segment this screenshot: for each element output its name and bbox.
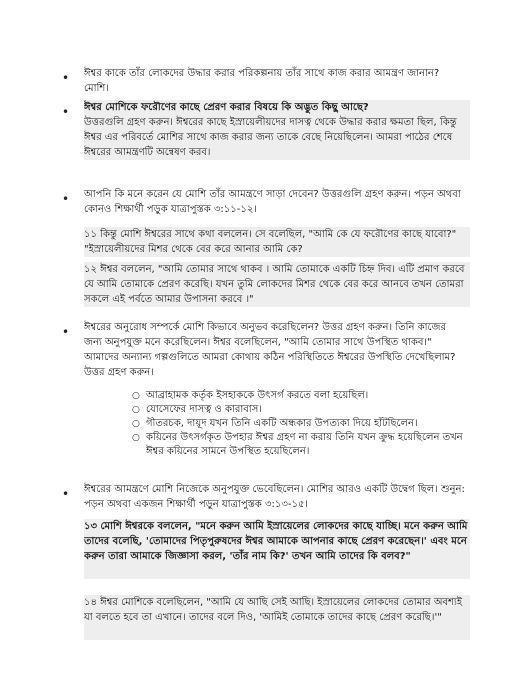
question-paragraph: ঈশ্বরের আমন্ত্রণে মোশি নিজেকে অনুপযুক্ত ভেবেছিলেন। মোশির আরও একটি উদ্বেগ ছিল। শুনুন: পড়ন অথবা একজন শিক্ষার্থী পড়ুন যাত্রাপুস্তক ৩:১৩-১৫। (84, 484, 465, 510)
sub-list-item: গীতরচক, দায়ূদ যখন তিনি একটি অন্ধকার উপত্যকা দিয়ে হাঁটছিলেন। (146, 418, 418, 429)
sub-bullet-circle: ○ (132, 433, 140, 443)
bullet-dot: • (62, 192, 70, 206)
sub-list-item: যোসেফের দাসত্ব ও কারাবাস। (146, 404, 262, 415)
question-paragraph: আপনি কি মনে করেন যে মোশি তাঁর আমন্ত্রণে সাড়া দেবেন? উত্তরগুলি গ্রহণ করুন। পড়ন অথবা কোনও শিক্ষার্থী পড়ুক যাত্রাপুস্তক ৩:১১-১২। (84, 189, 461, 215)
highlighted-note (84, 100, 470, 160)
sub-bullet-circle: ○ (132, 391, 140, 401)
scripture-verse: ১১ কিন্তু মোশি ঈশ্বরের সাথে কথা বললেন। সে বলেছিল, "আমি কে যে ফরৌণের কাছে যাবো?" "ইস্রায়েলীয়দের মিশর থেকে বের করে আনার আমি কে? (84, 227, 470, 257)
question-paragraph: ঈশ্বর কাকে তাঁর লোকদের উদ্ধার করার পরিকল্পনায় তাঁর সাথে কাজ করার আমন্ত্রণ জানান? মোশি। (84, 68, 440, 94)
bullet-dot: • (62, 105, 70, 119)
scripture-verse: ১৪ ঈশ্বর মোশিকে বলেছিলেন, "আমি যে আছি সেই আছি। ইস্রায়েলের লোকদের তোমার অবশ্যই যা বলতে হবে তা এখানে। তাদের বলে দিও, 'আমিই তোমাকে তাদের কাছে প্রেরণ করেছি।'" (84, 595, 470, 640)
note-heading: ঈশ্বর মোশিকে ফরৌণের কাছে প্রেরণ করার বিষয়ে কি অদ্ভুত কিছু আছে? (84, 102, 369, 113)
sub-bullet-circle: ○ (132, 419, 140, 429)
sub-bullet-circle: ○ (132, 405, 140, 415)
note-text: উত্তরগুলি গ্রহণ করুন। ঈশ্বরের কাছে ইস্রায়েলীয়দের দাসত্ব থেকে উদ্ধার করার ক্ষমতা ছিল, কিন্তু ঈশ্বর এর পরিবর্তে মোশির সাথে কাজ করার জন্য তাকে বেছে নিয়েছিলেন। আমরা পাঠের শেষে ঈশ্বরের আমন্ত্রণটি অন্বেষণ করব। (84, 117, 457, 158)
bullet-dot: • (62, 487, 70, 501)
sub-list-item: কয়িনের উৎসর্গকৃত উপহার ঈশ্বর গ্রহণ না করায় তিনি যখন ক্রুদ্ধ হয়েছিলেন তখন ঈশ্বর কয়িনের সামনে উপস্থিত হয়েছিলেন। (146, 432, 463, 457)
scripture-verse: ১৩ মোশি ঈশ্বরকে বললেন, "মনে করুন আমি ইস্রায়েলের লোকদের কাছে যাচ্ছি। মনে করুন আমি তাদের বলেছি, 'তোমাদের পিতৃপুরুষদের ঈশ্বর আমাকে আপনার কাছে প্রেরণ করেছেন।' এবং মনে করুন তারা আমাকে জিজ্ঞাসা করল, 'তাঁর নাম কি?' তখন আমি তাদের কি বলব?" (84, 519, 470, 579)
scripture-verse: ১২ ঈশ্বর বললেন, "আমি তোমার সাথে থাকব । আমি তোমাকে একটি চিহ্ন দিব। এটি প্রমাণ করবে যে আমি তোমাকে প্রেরণ করেছি। যখন তুমি লোকদের মিশর থেকে বের করে আনবে তখন তোমরা সকলে এই পর্বতে আমার উপাসনা করবে ।" (84, 262, 470, 307)
bullet-dot: • (62, 71, 70, 85)
question-paragraph: ঈশ্বরের অনুরোধ সম্পর্কে মোশি কিভাবে অনুভব করেছিলেন? উত্তর গ্রহণ করুন। তিনি কাজের জন্য অনুপযুক্ত মনে করেছিলেন। ঈশ্বর বলেছিলেন, "আমি তোমার সাথে উপস্থিত থাকব।" আমাদের অন্যান্য গল্পগুলিতে আমরা কোথায় কঠিন পরিস্থিতিতে ঈশ্বরের উপস্থিতি দেখেছিলাম? উত্তর গ্রহণ করুন। (84, 322, 456, 378)
bullet-dot: • (62, 325, 70, 339)
sub-list-item: আব্রাহামক কর্তৃক ইসহাককে উৎসর্গ করতে বলা হয়েছিল। (146, 390, 369, 401)
